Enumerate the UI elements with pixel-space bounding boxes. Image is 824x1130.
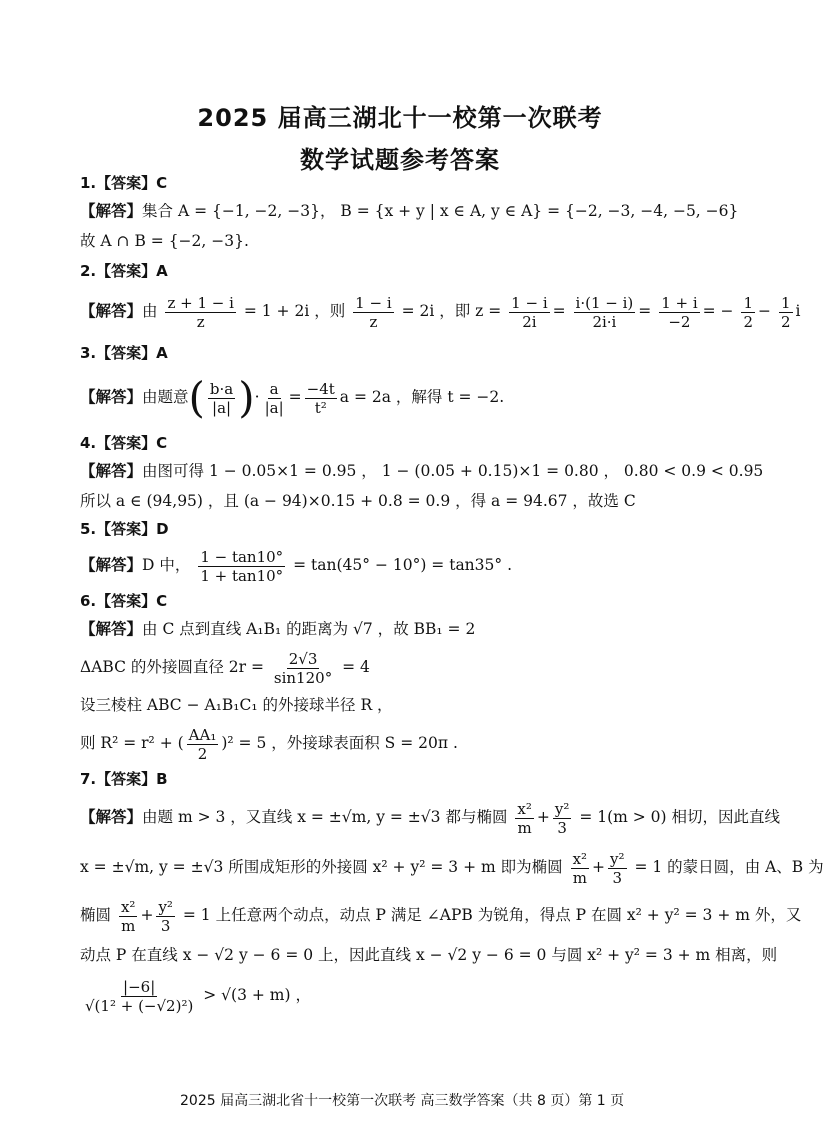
answer-value: C — [156, 434, 168, 452]
solution-tag: 【解答】 — [80, 619, 143, 638]
fraction — [779, 294, 793, 331]
answer-value: B — [156, 770, 168, 788]
solution-6-line-1 — [80, 618, 760, 640]
answer-2 — [80, 260, 760, 282]
answer-number: 2. — [80, 262, 97, 280]
denominator: 3 — [160, 916, 171, 935]
answer-number: 6. — [80, 592, 97, 610]
numerator: y² — [158, 897, 173, 916]
fraction — [515, 800, 533, 837]
solution-4-line-1 — [80, 460, 764, 482]
numerator: a — [269, 379, 279, 398]
solution-6-line-4 — [80, 722, 760, 764]
solution-4-line-2: 所以 a ∈ (94,95) ，且 (a − 94)×0.15 + 0.8 = 0.9 ，得 a = 94.67 ，故选 C — [80, 492, 636, 510]
numerator: x² — [120, 897, 136, 916]
answer-value: A — [156, 344, 168, 362]
solution-tag: 【解答】 — [80, 807, 143, 826]
fraction — [574, 294, 636, 331]
solution-tag: 【解答】 — [80, 387, 143, 406]
fraction — [741, 294, 755, 331]
numerator: 1 − i — [511, 293, 548, 312]
denominator: 1 + tan10° — [200, 566, 284, 585]
numerator: x² — [572, 849, 588, 868]
solution-1-line-2: 故 A ∩ B = {−2, −3}. — [80, 232, 249, 250]
fraction — [83, 978, 195, 1015]
answer-tag: 【答案】 — [96, 344, 157, 362]
text: 由图可得 1 − 0.05×1 = 0.95 ， 1 − (0.05 + 0.15)×1 = 0.80 ， 0.80 < 0.9 < 0.95 — [142, 462, 764, 480]
solution-1-line-1 — [80, 200, 760, 222]
answer-number: 7. — [80, 770, 97, 788]
answer-number: 5. — [80, 520, 97, 538]
solution-7-line-1 — [80, 796, 781, 838]
answer-5 — [80, 518, 760, 540]
text: 椭圆 — [80, 906, 112, 924]
answer-4 — [80, 432, 760, 454]
text: ΔABC 的外接圆直径 2r = — [80, 658, 264, 676]
solution-6-line-2 — [80, 646, 760, 688]
text: 由 C 点到直线 A₁B₁ 的距离为 √7 ，故 BB₁ = 2 — [142, 620, 476, 638]
numerator: i·(1 − i) — [575, 293, 634, 312]
answer-tag: 【答案】 — [96, 174, 157, 192]
text: + — [592, 858, 606, 876]
solution-tag: 【解答】 — [80, 301, 143, 320]
denominator: 2i — [522, 312, 537, 331]
denominator: 2 — [780, 312, 791, 331]
doc-title: 2025 届高三湖北十一校第一次联考 — [197, 104, 603, 132]
paren: ( — [188, 373, 205, 422]
numerator: x² — [517, 799, 532, 818]
fraction — [553, 800, 572, 837]
answer-tag: 【答案】 — [96, 262, 157, 280]
text: = — [288, 388, 302, 406]
solution-tag: 【解答】 — [80, 555, 143, 574]
denominator: 3 — [557, 818, 567, 837]
answer-tag: 【答案】 — [96, 520, 157, 538]
denominator: m — [121, 916, 136, 935]
numerator: z + 1 − i — [167, 293, 234, 312]
text: = 1(m > 0) 相切，因此直线 — [579, 808, 781, 826]
fraction — [165, 294, 235, 331]
denominator: 3 — [612, 868, 623, 887]
solution-2: 【解答】由 $\frac{z + 1 - i}{z}$ = 1 + 2i ，则 $\frac{1 - i}{z}$ = 2i ，即 z = $\frac{1 - i}{2i}$ = $\frac{i\cdot(1 - i)}{2i\cdot i}$ = $\frac{1 + i}{-2}$ = − $\frac{1}{2}$ − $\frac{1}{2}$ i — [80, 293, 801, 331]
solution-7-line-2 — [80, 846, 824, 888]
denominator: 2 — [743, 312, 754, 331]
numerator: 2√3 — [288, 649, 318, 668]
denominator: z — [196, 312, 205, 331]
solution-tag: 【解答】 — [80, 461, 143, 480]
text: = 2i ，即 z = — [401, 302, 502, 320]
fraction — [263, 380, 286, 417]
denominator: |a| — [264, 398, 284, 417]
fraction — [187, 726, 219, 763]
numerator: 1 + i — [661, 293, 698, 312]
answer-tag: 【答案】 — [96, 592, 157, 610]
fraction — [272, 650, 334, 687]
denominator: 2i·i — [592, 312, 617, 331]
text: i — [795, 302, 801, 320]
answer-7 — [80, 768, 760, 790]
fraction — [659, 294, 699, 331]
fraction — [198, 548, 285, 585]
denominator: −2 — [668, 312, 691, 331]
fraction — [208, 380, 235, 417]
page-footer: 2025 届高三湖北省十一校第一次联考 高三数学答案（共 8 页）第 1 页 — [180, 1093, 625, 1109]
numerator: 1 — [743, 293, 754, 312]
denominator: m — [572, 868, 587, 887]
fraction — [608, 850, 627, 887]
text: 由题 m > 3 ，又直线 x = ±√m, y = ±√3 都与椭圆 — [142, 808, 508, 826]
solution-3 — [80, 372, 760, 422]
text: 则 R² = r² + ( — [80, 734, 184, 752]
paren: ) — [238, 373, 255, 422]
solution-7-line-5 — [80, 974, 760, 1016]
text: · — [254, 388, 260, 406]
answer-number: 3. — [80, 344, 97, 362]
text: = 1 上任意两个动点，动点 P 满足 ∠APB 为锐角，得点 P 在圆 x² + y² = 3 + m 外，又 — [182, 906, 802, 924]
numerator: 1 — [780, 293, 791, 312]
denominator: z — [369, 312, 378, 331]
numerator: AA₁ — [188, 725, 217, 744]
numerator: |−6| — [123, 977, 156, 996]
text: > √(3 + m) ， — [203, 986, 311, 1004]
solution-7-line-4: 动点 P 在直线 x − √2 y − 6 = 0 上，因此直线 x − √2 y − 6 = 0 与圆 x² + y² = 3 + m 相离，则 — [80, 946, 778, 964]
numerator: y² — [610, 849, 625, 868]
text: = tan(45° − 10°) = tan35° . — [293, 556, 512, 574]
fraction — [509, 294, 549, 331]
fraction — [571, 850, 589, 887]
answer-tag: 【答案】 — [96, 770, 157, 788]
answer-value: C — [156, 592, 168, 610]
answer-value: A — [156, 262, 168, 280]
denominator: t² — [314, 398, 327, 417]
text: 由题意 — [142, 388, 189, 406]
solution-5 — [80, 544, 760, 586]
denominator: m — [517, 818, 532, 837]
numerator: b·a — [209, 379, 234, 398]
doc-subtitle: 数学试题参考答案 — [300, 146, 500, 174]
numerator: 1 − tan10° — [200, 547, 284, 566]
answer-1 — [80, 172, 760, 194]
solution-text: 集合 A = {−1, −2, −3}， B = {x + y | x ∈ A, y ∈ A} = {−2, −3, −4, −5, −6} — [142, 202, 739, 220]
answer-number: 4. — [80, 434, 97, 452]
text: = 4 — [342, 658, 370, 676]
denominator: sin120° — [273, 668, 333, 687]
fraction — [119, 898, 137, 935]
numerator: 1 − i — [355, 293, 392, 312]
answer-value: C — [156, 174, 168, 192]
solution-6-line-3: 设三棱柱 ABC − A₁B₁C₁ 的外接球半径 R ， — [80, 696, 393, 714]
text: = 1 + 2i ，则 — [243, 302, 346, 320]
text: = 1 的蒙日圆，由 A、B 为 — [634, 858, 824, 876]
text: )² = 5 ，外接球表面积 S = 20π . — [221, 734, 458, 752]
solution-7-line-3 — [80, 894, 802, 936]
numerator: y² — [554, 799, 570, 818]
text: a = 2a ，解得 t = −2. — [339, 388, 505, 406]
text: + — [536, 808, 550, 826]
text: D 中， — [142, 556, 191, 574]
fraction — [156, 898, 175, 935]
answer-tag: 【答案】 — [96, 434, 157, 452]
text: 由 — [142, 302, 158, 320]
denominator: |a| — [212, 398, 232, 417]
denominator: 2 — [197, 744, 208, 763]
solution-tag: 【解答】 — [80, 201, 143, 220]
text: x = ±√m, y = ±√3 所围成矩形的外接圆 x² + y² = 3 + m 即为椭圆 — [80, 858, 563, 876]
fraction — [305, 380, 337, 417]
answer-3 — [80, 342, 760, 364]
text: + — [140, 906, 154, 924]
numerator: −4t — [306, 379, 335, 398]
denominator: √(1² + (−√2)²) — [85, 996, 194, 1015]
answer-number: 1. — [80, 174, 97, 192]
fraction — [353, 294, 393, 331]
answer-value: D — [156, 520, 169, 538]
answer-6 — [80, 590, 760, 612]
